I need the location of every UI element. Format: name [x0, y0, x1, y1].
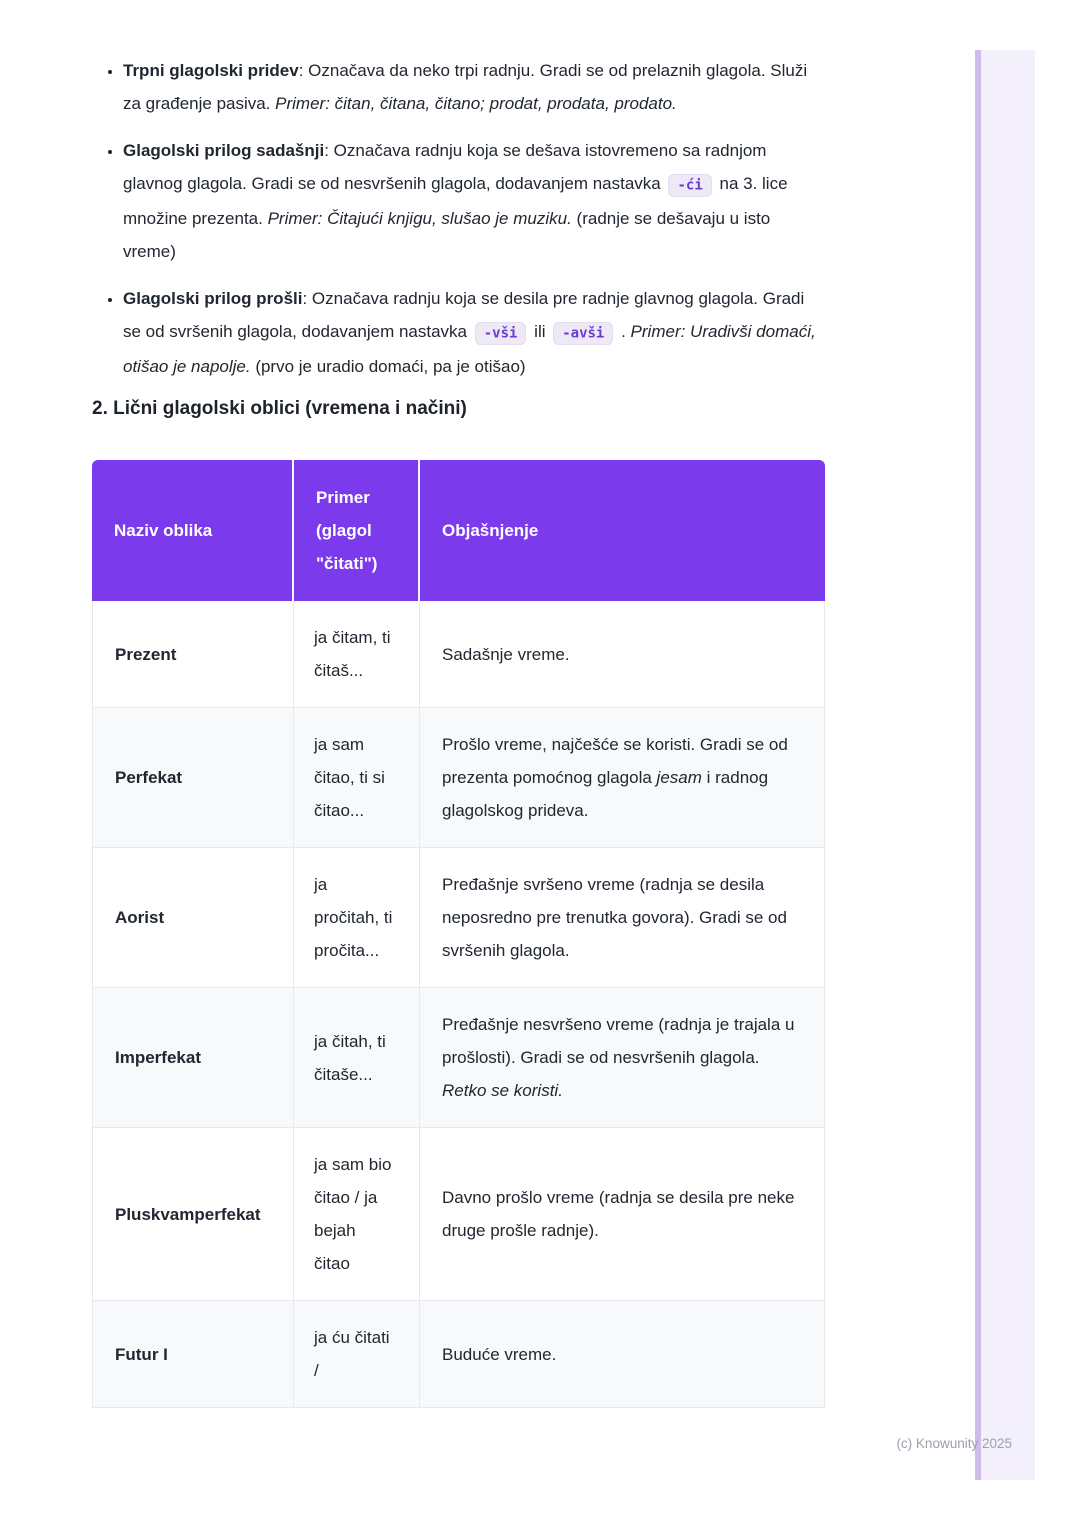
table-row-pluskvamperfekat [92, 1128, 825, 1301]
form-name-cell: Prezent [92, 601, 294, 708]
text-run: Sadašnje vreme. [442, 644, 570, 664]
table-row-perfekat [92, 708, 825, 848]
text-run: Pređašnje nesvršeno vreme (radnja je trajala u prošlosti). Gradi se od nesvršenih glagola. [442, 1015, 795, 1067]
explanation-cell [420, 1128, 825, 1301]
table-header-row [92, 460, 825, 601]
example-cell: ja ću čitati / [294, 1301, 420, 1408]
explanation-cell [420, 1301, 825, 1408]
table-header-cell-objasnjenje: Objašnjenje [420, 460, 825, 601]
inline-code-chip: -avši [553, 322, 613, 345]
document-content [92, 54, 825, 1408]
example-cell: ja pročitah, ti pročita... [294, 848, 420, 988]
copyright-watermark: (c) Knowunity 2025 [896, 1436, 1012, 1451]
table-header-cell-primer: Primer (glagol "čitati") [294, 460, 420, 601]
text-run: Buduće vreme. [442, 1344, 557, 1364]
verb-forms-table [92, 460, 825, 1408]
text-run: (prvo je uradio domaći, pa je otišao) [250, 357, 526, 376]
explanation-cell [420, 988, 825, 1128]
example-cell: ja čitah, ti čitaše... [294, 988, 420, 1128]
form-name-cell: Imperfekat [92, 988, 294, 1128]
text-run: Trpni glagolski pridev [123, 61, 299, 80]
explanation-cell [420, 848, 825, 988]
bullet-item-glagolski-prilog-sadasnji [123, 134, 825, 268]
table-header-cell-naziv-oblika: Naziv oblika [92, 460, 294, 601]
page-edge-decoration [975, 50, 1035, 1480]
table-row-imperfekat [92, 988, 825, 1128]
inline-code-chip: -ći [668, 174, 711, 197]
example-cell: ja čitam, ti čitaš... [294, 601, 420, 708]
form-name-cell: Futur I [92, 1301, 294, 1408]
text-run: : Označava radnju koja se dešava istovremeno sa radnjom glavnog glagola. Gradi se od nesvršenih glagola, dodavanjem nastavka [123, 141, 767, 193]
text-run: Glagolski prilog sadašnji [123, 141, 325, 160]
bullet-item-glagolski-prilog-prosli [123, 282, 825, 383]
text-run: . [616, 322, 631, 341]
example-cell: ja sam čitao, ti si čitao... [294, 708, 420, 848]
text-run: : Označava da neko trpi radnju. Gradi se od prelaznih glagola. Služi za građenje pasiva. [123, 61, 808, 113]
bullet-item-trpni-glagolski-pridev [123, 54, 825, 120]
table-row-prezent [92, 601, 825, 708]
text-run: Prošlo vreme, najčešće se koristi. Gradi se od prezenta pomoćnog glagola [442, 735, 788, 787]
text-run: Primer: čitan, čitana, čitano; prodat, prodata, prodato. [275, 94, 677, 113]
table-row-futur-1 [92, 1301, 825, 1408]
text-run: ili [529, 322, 551, 341]
text-run: Glagolski prilog prošli [123, 289, 303, 308]
text-run: (radnje se dešavaju u isto vreme) [123, 209, 771, 261]
form-name-cell: Aorist [92, 848, 294, 988]
section-heading: 2. Lični glagolski oblici (vremena i načini) [92, 398, 467, 419]
text-run: na 3. lice množine prezenta. [123, 174, 788, 228]
explanation-cell [420, 601, 825, 708]
form-name-cell: Pluskvamperfekat [92, 1128, 294, 1301]
form-name-cell: Perfekat [92, 708, 294, 848]
text-run: Retko se koristi. [442, 1081, 563, 1100]
text-run: jesam [656, 768, 702, 787]
explanation-cell [420, 708, 825, 848]
text-run: i radnog glagolskog prideva. [442, 768, 769, 820]
text-run: Primer: Uradivši domaći, otišao je napolje. [123, 322, 816, 376]
table-header [92, 460, 825, 601]
table-row-aorist [92, 848, 825, 988]
text-run: Primer: Čitajući knjigu, slušao je muziku. [267, 209, 572, 228]
bullet-list [92, 54, 825, 383]
text-run: Pređašnje svršeno vreme (radnja se desila neposredno pre trenutka govora). Gradi se od svršenih glagola. [442, 875, 787, 960]
example-cell: ja sam bio čitao / ja bejah čitao [294, 1128, 420, 1301]
text-run: Davno prošlo vreme (radnja se desila pre neke druge prošle radnje). [442, 1188, 795, 1240]
inline-code-chip: -vši [475, 322, 527, 345]
text-run: : Označava radnju koja se desila pre radnje glavnog glagola. Gradi se od svršenih glagola, dodavanjem nastavka [123, 289, 805, 341]
